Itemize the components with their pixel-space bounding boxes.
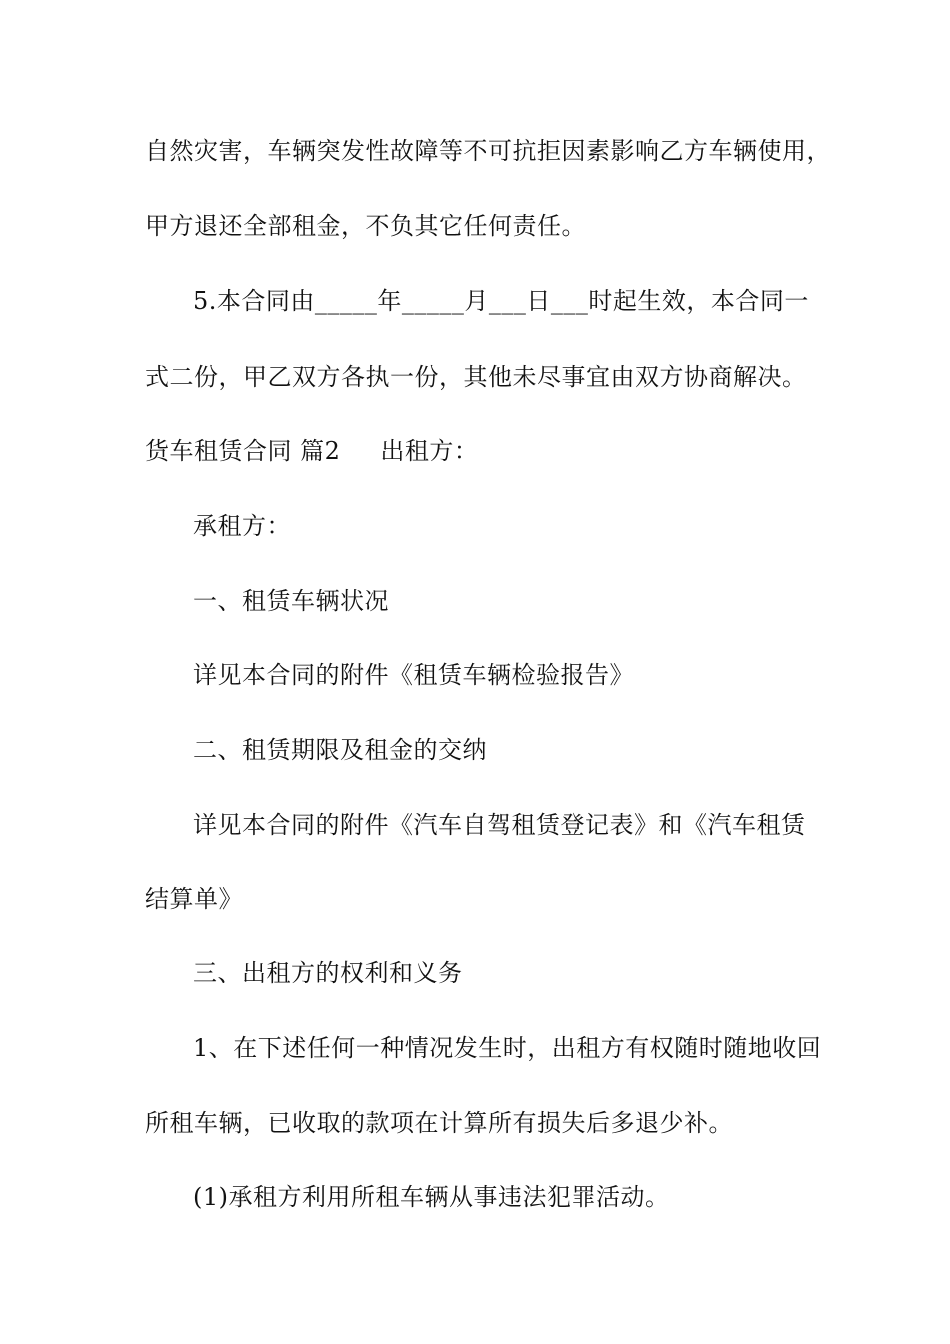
- paragraph-line: 甲方退还全部租金，不负其它任何责任。: [145, 212, 586, 240]
- section-title-line: [145, 436, 835, 466]
- paragraph-line: (1)承租方利用所租车辆从事违法犯罪活动。: [193, 1183, 670, 1211]
- paragraph-line: 自然灾害，车辆突发性故障等不可抗拒因素影响乙方车辆使用，: [145, 137, 831, 165]
- paragraph-line: 5.本合同由_____年_____月___日___时起生效，本合同一: [193, 287, 809, 315]
- lessee-label: 承租方：: [193, 512, 291, 540]
- paragraph-line: 详见本合同的附件《汽车自驾租赁登记表》和《汽车租赁: [193, 811, 806, 839]
- paragraph-line: 结算单》: [145, 885, 243, 913]
- paragraph-line: 式二份，甲乙双方各执一份，其他未尽事宜由双方协商解决。: [145, 363, 807, 391]
- heading-lease-term: 二、租赁期限及租金的交纳: [193, 736, 487, 764]
- heading-lessor-rights: 三、出租方的权利和义务: [193, 959, 463, 987]
- lessor-label: 出租方：: [380, 437, 479, 465]
- section-title: 货车租赁合同 篇2: [145, 437, 341, 465]
- paragraph-line: 详见本合同的附件《租赁车辆检验报告》: [193, 661, 634, 689]
- heading-vehicle-status: 一、租赁车辆状况: [193, 587, 389, 615]
- paragraph-line: 所租车辆，已收取的款项在计算所有损失后多退少补。: [145, 1109, 733, 1137]
- paragraph-line: 1、在下述任何一种情况发生时，出租方有权随时随地收回: [193, 1034, 822, 1062]
